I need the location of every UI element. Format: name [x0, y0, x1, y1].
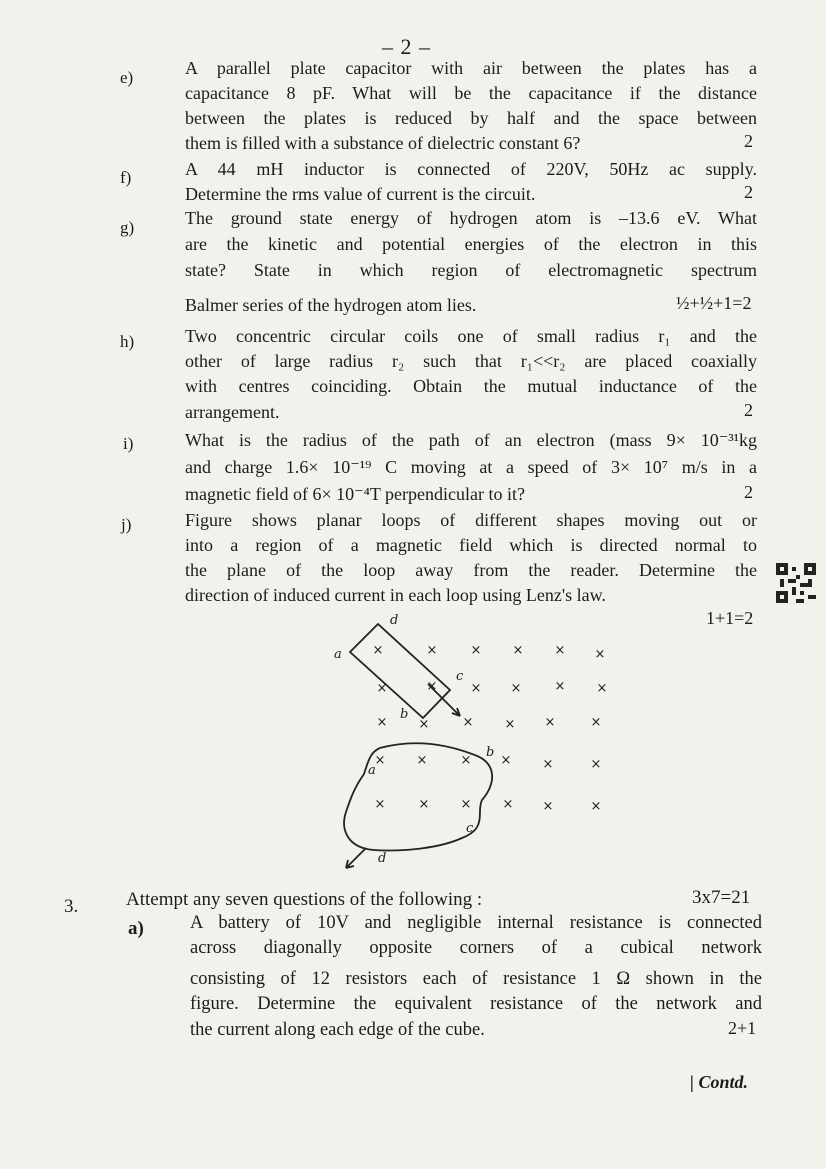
field-cross-mark: × [502, 797, 514, 812]
question-text-line: and charge 1.6× 10⁻¹⁹ C moving at a speed of 3× 10⁷ m/s in a [185, 457, 757, 477]
question-text-line: A battery of 10V and negligible internal resistance is connected [190, 913, 762, 933]
question-label: h) [120, 332, 135, 351]
question-text-line: A 44 mH inductor is connected of 220V, 50Hz ac supply. [185, 159, 757, 179]
field-cross-mark: × [554, 679, 566, 694]
field-cross-mark: × [462, 715, 474, 730]
field-cross-mark: × [376, 715, 388, 730]
field-cross-mark: × [470, 681, 482, 696]
question-marks: 2 [744, 182, 753, 202]
field-cross-mark: × [470, 643, 482, 658]
field-cross-mark: × [590, 799, 602, 814]
question-label: g) [120, 218, 135, 237]
field-cross-mark: × [594, 647, 606, 662]
loop-label-bottom: d [378, 851, 387, 866]
question-text-line: other of large radius r₂ such that r₁<<r₂ are placed coaxially [185, 351, 757, 371]
question-text-line: Balmer series of the hydrogen atom lies. [185, 295, 477, 315]
question-text-line: are the kinetic and potential energies of the electron in this [185, 234, 757, 254]
question-text-line: Two concentric circular coils one of small radius r₁ and the [185, 326, 757, 346]
question-text-line: direction of induced current in each loop using Lenz's law. [185, 585, 606, 605]
field-cross-mark: × [374, 753, 386, 768]
question-marks: 2 [744, 482, 753, 502]
continued-note: | Contd. [690, 1072, 748, 1092]
field-cross-mark: × [426, 679, 438, 694]
qr-code-icon [776, 563, 816, 603]
question-marks: 2+1 [728, 1018, 757, 1038]
question-marks: 2 [744, 400, 753, 420]
field-cross-mark: × [376, 681, 388, 696]
question-marks: 2 [744, 131, 753, 151]
field-cross-mark: × [544, 715, 556, 730]
loop-label-right: c [466, 821, 474, 836]
question-label: f) [120, 168, 132, 187]
field-cross-mark: × [460, 797, 472, 812]
question-text-line: between the plates is reduced by half and the space between [185, 108, 757, 128]
field-cross-mark: × [554, 643, 566, 658]
loop-label-top: b [486, 745, 495, 760]
field-cross-mark: × [596, 681, 608, 696]
question-text-line: across diagonally opposite corners of a cubical network [190, 938, 762, 958]
section-number: 3. [64, 896, 79, 917]
question-text-line: state? State in which region of electromagnetic spectrum [185, 260, 757, 280]
question-text-line: What is the radius of the path of an electron (mass 9× 10⁻³¹kg [185, 430, 757, 450]
field-cross-mark: × [426, 643, 438, 658]
question-text-line: Figure shows planar loops of different shapes moving out or [185, 510, 757, 530]
question-marks: ½+½+1=2 [676, 293, 752, 313]
question-marks: 1+1=2 [706, 608, 754, 628]
question-label: j) [121, 515, 132, 534]
field-cross-mark: × [418, 797, 430, 812]
question-text-line: them is filled with a substance of dielectric constant 6? [185, 133, 581, 153]
question-text-line: capacitance 8 pF. What will be the capacitance if the distance [185, 83, 757, 103]
question-text-line: Determine the rms value of current is the circuit. [185, 184, 536, 204]
question-text-line: A parallel plate capacitor with air between the plates has a [185, 58, 757, 78]
question-label: i) [123, 434, 134, 453]
field-cross-mark: × [416, 753, 428, 768]
field-cross-mark: × [510, 681, 522, 696]
rect-label-left: a [334, 647, 342, 662]
field-cross-mark: × [590, 757, 602, 772]
section-heading: Attempt any seven questions of the following : [126, 889, 483, 910]
loop-label-left: a [368, 763, 376, 778]
question-text-line: figure. Determine the equivalent resistance of the network and [190, 994, 762, 1014]
field-cross-mark: × [542, 757, 554, 772]
rect-label-top: d [390, 613, 399, 628]
section-marks: 3x7=21 [692, 887, 751, 908]
page-number: – 2 – [382, 34, 431, 59]
field-cross-mark: × [590, 715, 602, 730]
field-cross-mark: × [374, 797, 386, 812]
rectangular-loop [350, 624, 460, 718]
question-text-line: arrangement. [185, 402, 280, 422]
question-label: e) [120, 68, 134, 87]
question-label: a) [128, 918, 144, 939]
question-text-line: The ground state energy of hydrogen atom is –13.6 eV. What [185, 208, 757, 228]
question-text-line: into a region of a magnetic field which is directed normal to [185, 535, 757, 555]
field-cross-mark: × [372, 643, 384, 658]
field-cross-mark: × [418, 717, 430, 732]
question-text-line: consisting of 12 resistors each of resistance 1 Ω shown in the [190, 969, 762, 989]
field-cross-mark: × [500, 753, 512, 768]
field-cross-mark: × [512, 643, 524, 658]
field-cross-mark: × [542, 799, 554, 814]
question-text-line: with centres coinciding. Obtain the mutual inductance of the [185, 376, 757, 396]
lenz-law-figure [320, 612, 620, 872]
question-text-line: the plane of the loop away from the reader. Determine the [185, 560, 757, 580]
question-text-line: magnetic field of 6× 10⁻⁴T perpendicular to it? [185, 484, 525, 504]
field-cross-mark: × [460, 753, 472, 768]
rect-label-right: c [456, 669, 464, 684]
field-cross-mark: × [504, 717, 516, 732]
question-text-line: the current along each edge of the cube. [190, 1020, 485, 1040]
rect-label-bottom: b [400, 707, 409, 722]
